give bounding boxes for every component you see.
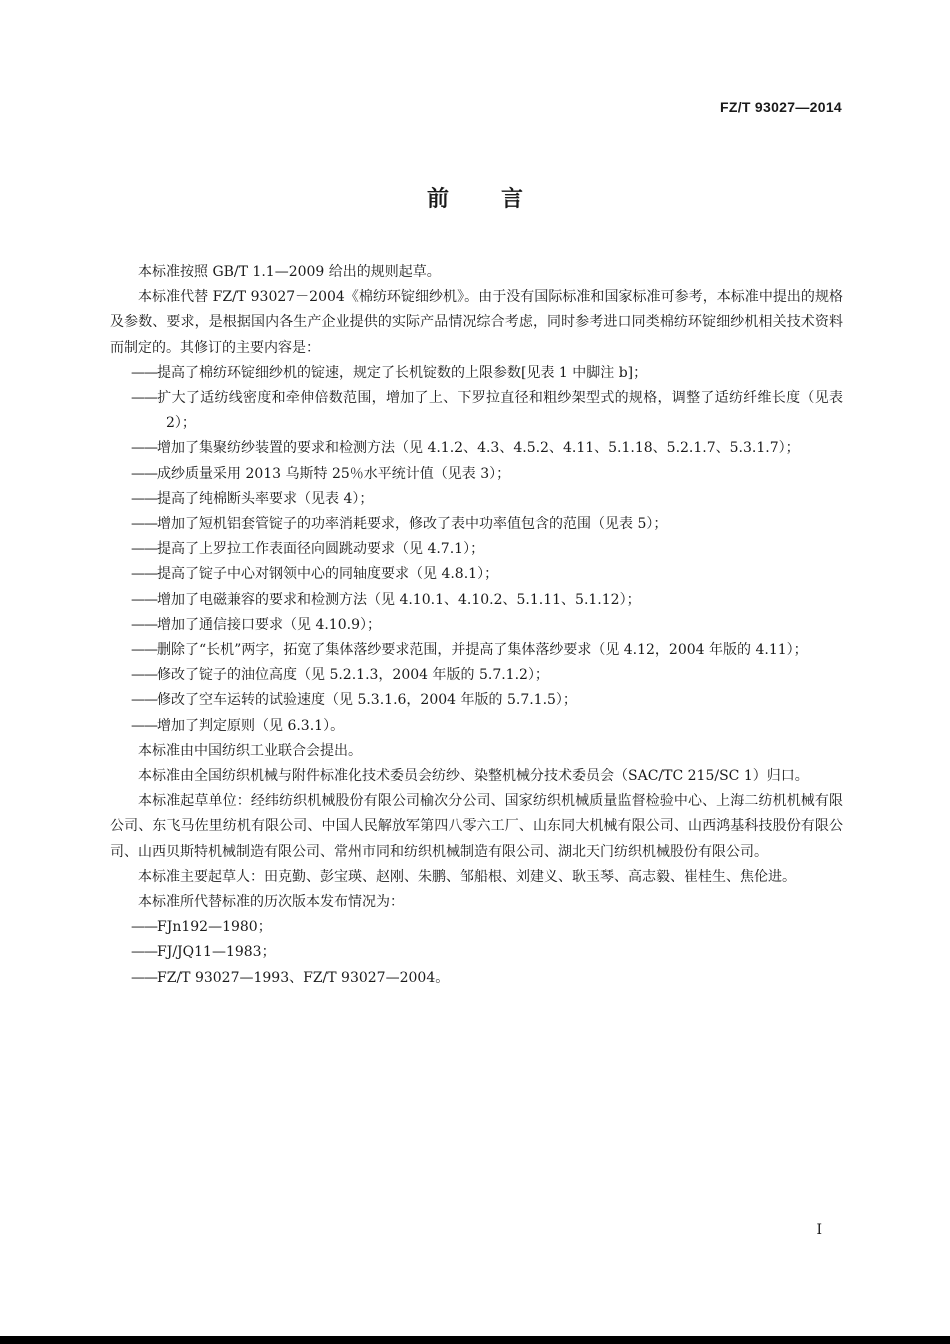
dash: ——: [131, 667, 157, 684]
history-list: [110, 915, 843, 991]
dash: ——: [131, 516, 157, 533]
paragraph: 本标准按照 GB/T 1.1—2009 给出的规则起草。: [138, 264, 441, 280]
list-item: [110, 940, 843, 965]
paragraph: 本标准所代替标准的历次版本发布情况为：: [138, 894, 404, 911]
dash: ——: [131, 642, 157, 659]
paragraph: 本标准由全国纺织机械与附件标准化技术委员会纺纱、染整机械分技术委员会（SAC/TC 215/SC 1）归口。: [138, 768, 809, 785]
dash: ——: [131, 541, 157, 558]
list-item: [110, 588, 843, 613]
list-item: [110, 714, 843, 739]
list-item: [110, 386, 843, 436]
list-item-text: 增加了判定原则（见 6.3.1）。: [157, 717, 345, 734]
list-item-text: 修改了锭子的油位高度（见 5.2.1.3，2004 年版的 5.7.1.2）；: [157, 667, 549, 684]
dash: ——: [131, 390, 157, 407]
dash: ——: [131, 944, 157, 961]
dash: ——: [131, 616, 157, 633]
list-item-text: 增加了电磁兼容的要求和检测方法（见 4.10.1、4.10.2、5.1.11、5.1.12）；: [157, 591, 641, 608]
standard-code: FZ/T 93027—2014: [719, 99, 842, 115]
list-item: [110, 966, 843, 991]
document-body: [110, 260, 843, 991]
list-item: [110, 487, 843, 512]
dash: ——: [131, 490, 157, 507]
dash: ——: [131, 717, 157, 734]
page-title: 前言: [426, 187, 575, 212]
list-item: [110, 436, 843, 461]
list-item: [110, 688, 843, 713]
list-item-text: 提高了上罗拉工作表面径向圆跳动要求（见 4.7.1）；: [157, 541, 485, 558]
list-item: [110, 512, 843, 537]
paragraph: 本标准主要起草人：田克勤、彭宝瑛、赵刚、朱鹏、邹船根、刘建义、耿玉琴、高志毅、崔桂生、焦伦进。: [138, 868, 796, 885]
list-item-text: 提高了纯棉断头率要求（见表 4）；: [157, 490, 374, 507]
list-item-text: 增加了集聚纺纱装置的要求和检测方法（见 4.1.2、4.3、4.5.2、4.11、5.1.18、5.2.1.7、5.3.1.7）；: [157, 440, 800, 457]
list-item-text: 提高了棉纺环锭细纱机的锭速，规定了长机锭数的上限参数[见表 1 中脚注 b]；: [157, 364, 648, 381]
paragraph: 本标准由中国纺织工业联合会提出。: [138, 742, 362, 759]
list-item-text: FZ/T 93027—1993、FZ/T 93027—2004。: [157, 969, 450, 986]
bottom-rule: [0, 1336, 950, 1344]
list-item: [110, 462, 843, 487]
dash: ——: [131, 566, 157, 583]
list-item-text: 增加了通信接口要求（见 4.10.9）；: [157, 616, 381, 633]
list-item: [110, 915, 843, 940]
list-item-text: FJn192—1980；: [157, 919, 272, 936]
list-item-text: 修改了空车运转的试验速度（见 5.3.1.6，2004 年版的 5.7.1.5）；: [157, 692, 577, 709]
list-item: [110, 537, 843, 562]
dash: ——: [131, 364, 157, 381]
list-item-text: 扩大了适纺线密度和牵伸倍数范围，增加了上、下罗拉直径和粗纱架型式的规格，调整了适纺纤维长度（见表 2）；: [157, 390, 843, 432]
page-number: I: [816, 1222, 822, 1238]
list-item: [110, 638, 843, 663]
list-item: [110, 361, 843, 386]
list-item: [110, 613, 843, 638]
changes-list: [110, 361, 843, 739]
dash: ——: [131, 692, 157, 709]
dash: ——: [131, 440, 157, 457]
dash: ——: [131, 465, 157, 482]
dash: ——: [131, 591, 157, 608]
dash: ——: [131, 919, 157, 936]
list-item: [110, 562, 843, 587]
list-item-text: FJ/JQ11—1983；: [157, 944, 276, 961]
list-item-text: 增加了短机铝套管锭子的功率消耗要求，修改了表中功率值包含的范围（见表 5）；: [157, 516, 668, 533]
list-item-text: 删除了“长机”两字，拓宽了集体落纱要求范围，并提高了集体落纱要求（见 4.12，2004 年版的 4.11）；: [157, 642, 808, 659]
list-item-text: 提高了锭子中心对钢领中心的同轴度要求（见 4.8.1）；: [157, 566, 499, 583]
list-item: [110, 663, 843, 688]
list-item-text: 成纱质量采用 2013 乌斯特 25％水平统计值（见表 3）；: [157, 465, 511, 482]
paragraph: 本标准起草单位：经纬纺织机械股份有限公司榆次分公司、国家纺织机械质量监督检验中心、上海二纺机机械有限公司、东飞马佐里纺机有限公司、中国人民解放军第四八零六工厂、山东同大机械有限公司、山西鸿基科技股份有限公司、山西贝斯特机械制造有限公司、常州市同和纺织机械制造有限公司、湖北天门纺织机械股份有限公司。: [110, 793, 843, 860]
dash: ——: [131, 969, 157, 986]
paragraph: 本标准代替 FZ/T 93027－2004《棉纺环锭细纱机》。由于没有国际标准和国家标准可参考，本标准中提出的规格及参数、要求，是根据国内各生产企业提供的实际产品情况综合考虑，同时参考进口同类棉纺环锭细纱机相关技术资料而制定的。其修订的主要内容是：: [110, 289, 843, 356]
